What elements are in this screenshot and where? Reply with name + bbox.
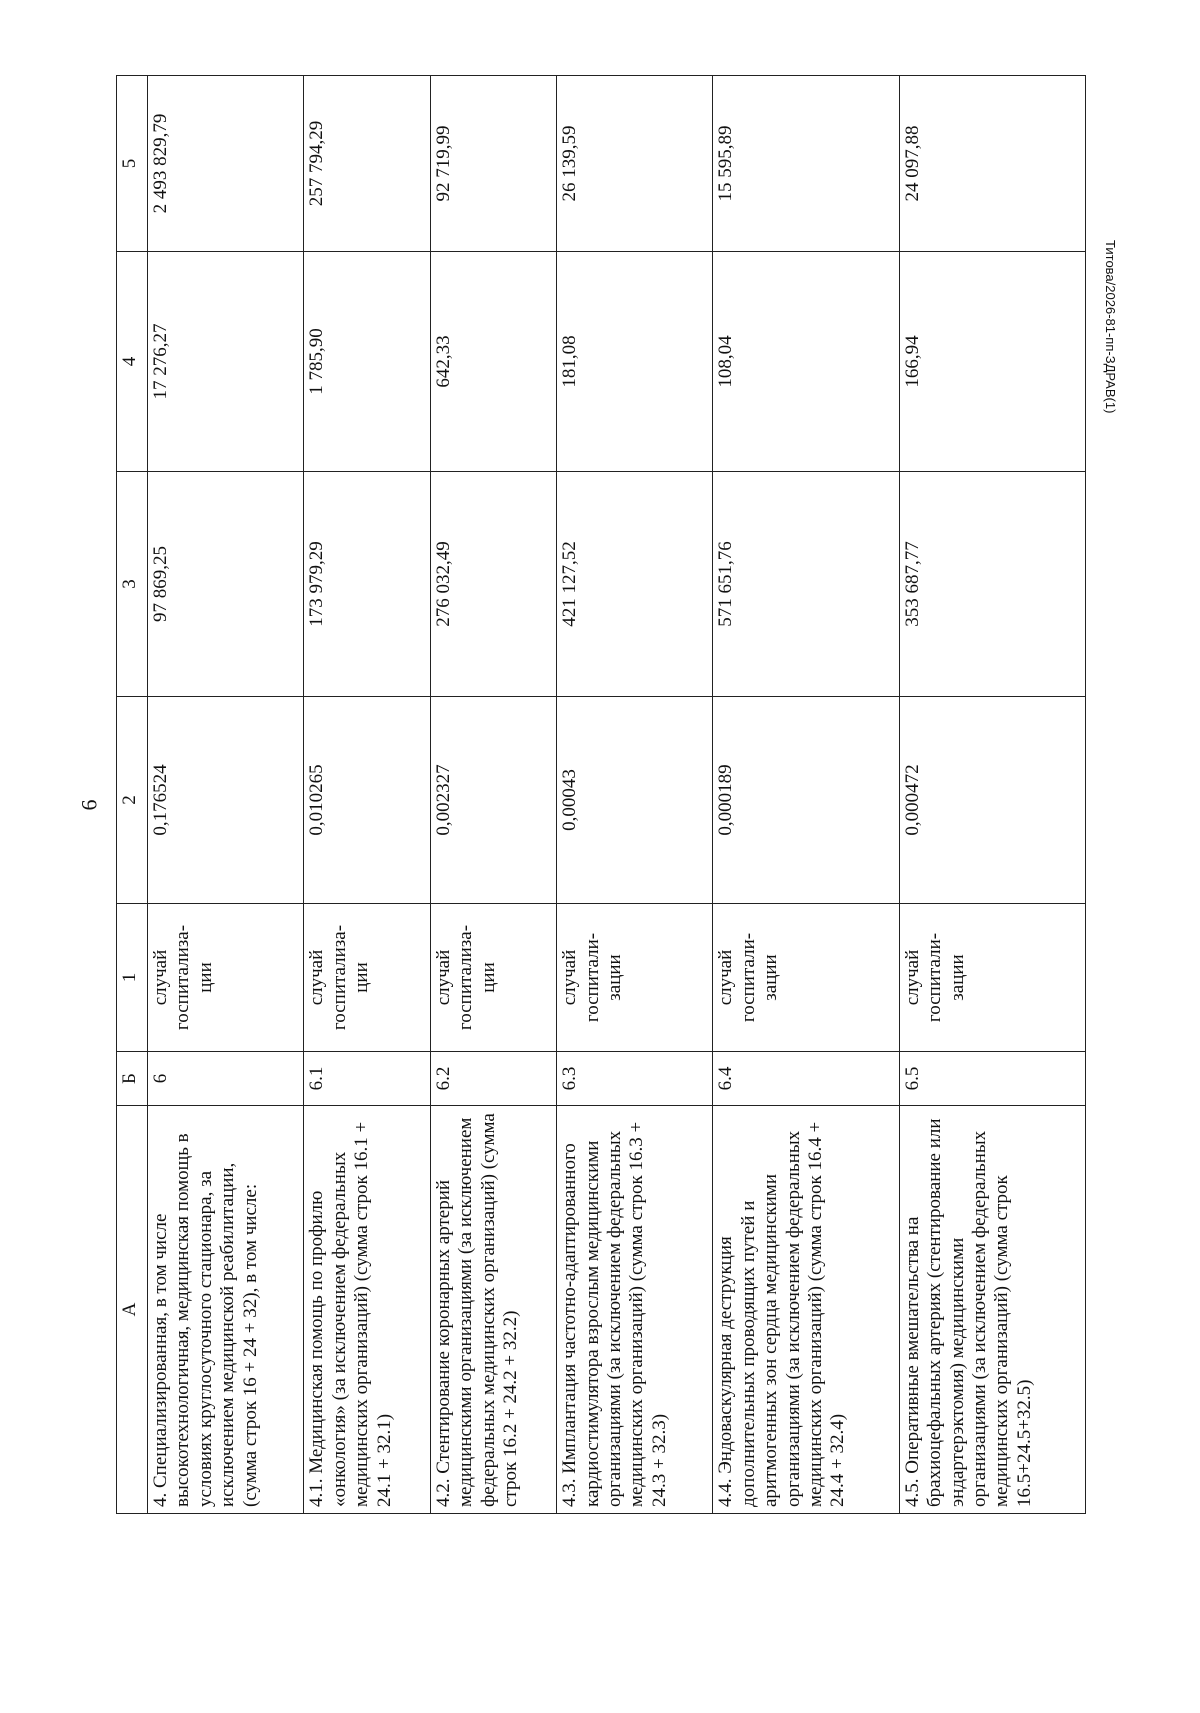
row-description: 4.4. Эндоваскулярная деструкция дополнительных проводящих путей и аритмогенных зон сердца медицинскими организациями (за исключением федеральных медицинских организаций) (сумма строк 16.4 + 24.4 + 32.4) (713, 1106, 899, 1514)
row-description: 4.3. Имплантация частотно-адаптированного кардиостимулятора взрослым медицинскими организациями (за исключением федеральных медицинских организаций) (сумма строк 16.3 + 24.3 + 32.3) (557, 1106, 713, 1514)
row-col-5: 24 097,88 (899, 76, 1085, 252)
row-col-5: 15 595,89 (713, 76, 899, 252)
row-description: 4.2. Стентирование коронарных артерий медицинскими организациями (за исключением федеральных медицинских организаций) (сумма строк 16.2 + 24.2 + 32.2) (430, 1106, 556, 1514)
row-col-2: 0,000472 (899, 697, 1085, 904)
row-col-3: 173 979,29 (304, 472, 430, 697)
row-unit: случай госпитали-зации (899, 904, 1085, 1052)
row-col-4: 166,94 (899, 252, 1085, 472)
row-col-5: 257 794,29 (304, 76, 430, 252)
document-code: Титова/2026-81-пп-ЗДРАВ(1) (1103, 240, 1118, 414)
row-col-3: 97 869,25 (148, 472, 304, 697)
row-col-2: 0,010265 (304, 697, 430, 904)
row-col-3: 571 651,76 (713, 472, 899, 697)
row-col-5: 92 719,99 (430, 76, 556, 252)
header-cell-4: 4 (117, 252, 148, 472)
row-col-2: 0,176524 (148, 697, 304, 904)
table-row (713, 76, 899, 1514)
table-row (899, 76, 1085, 1514)
table-rotation-frame (116, 76, 1086, 1514)
row-code: 6.1 (304, 1052, 430, 1106)
table-row (557, 76, 713, 1514)
header-cell-3: 3 (117, 472, 148, 697)
row-unit: случай госпитализа-ции (148, 904, 304, 1052)
page-number: 6 (76, 799, 102, 811)
table-row (430, 76, 556, 1514)
row-description: 4. Специализированная, в том числе высокотехнологичная, медицинская помощь в условиях круглосуточного стационара, за исключением медицинской реабилитации, (сумма строк 16 + 24 + 32), в том числе: (148, 1106, 304, 1514)
row-col-4: 17 276,27 (148, 252, 304, 472)
table-row (304, 76, 430, 1514)
data-table (116, 75, 1086, 1514)
row-col-4: 642,33 (430, 252, 556, 472)
row-description: 4.1. Медицинская помощь по профилю «онкология» (за исключением федеральных медицинских организаций) (сумма строк 16.1 + 24.1 + 32.1) (304, 1106, 430, 1514)
row-col-3: 353 687,77 (899, 472, 1085, 697)
row-col-2: 0,000189 (713, 697, 899, 904)
rotated-table-area (116, 76, 1086, 1514)
header-cell-a: А (117, 1106, 148, 1514)
header-cell-5: 5 (117, 76, 148, 252)
row-unit: случай госпитализа-ции (304, 904, 430, 1052)
row-col-5: 26 139,59 (557, 76, 713, 252)
header-cell-1: 1 (117, 904, 148, 1052)
table-row (148, 76, 304, 1514)
row-code: 6.5 (899, 1052, 1085, 1106)
row-col-5: 2 493 829,79 (148, 76, 304, 252)
row-col-4: 1 785,90 (304, 252, 430, 472)
row-code: 6 (148, 1052, 304, 1106)
row-unit: случай госпитали-зации (557, 904, 713, 1052)
header-row (117, 76, 148, 1514)
row-col-2: 0,00043 (557, 697, 713, 904)
row-col-4: 181,08 (557, 252, 713, 472)
row-col-2: 0,002327 (430, 697, 556, 904)
row-unit: случай госпитали-зации (713, 904, 899, 1052)
header-cell-b: Б (117, 1052, 148, 1106)
row-col-4: 108,04 (713, 252, 899, 472)
row-unit: случай госпитализа-ции (430, 904, 556, 1052)
row-col-3: 421 127,52 (557, 472, 713, 697)
row-code: 6.4 (713, 1052, 899, 1106)
row-col-3: 276 032,49 (430, 472, 556, 697)
row-description: 4.5. Оперативные вмешательства на брахиоцефальных артериях (стентирование или эндартерэктомия) медицинскими организациями (за исключением федеральных медицинских организаций) (сумма строк 16.5+24.5+32.5) (899, 1106, 1085, 1514)
row-code: 6.2 (430, 1052, 556, 1106)
header-cell-2: 2 (117, 697, 148, 904)
row-code: 6.3 (557, 1052, 713, 1106)
